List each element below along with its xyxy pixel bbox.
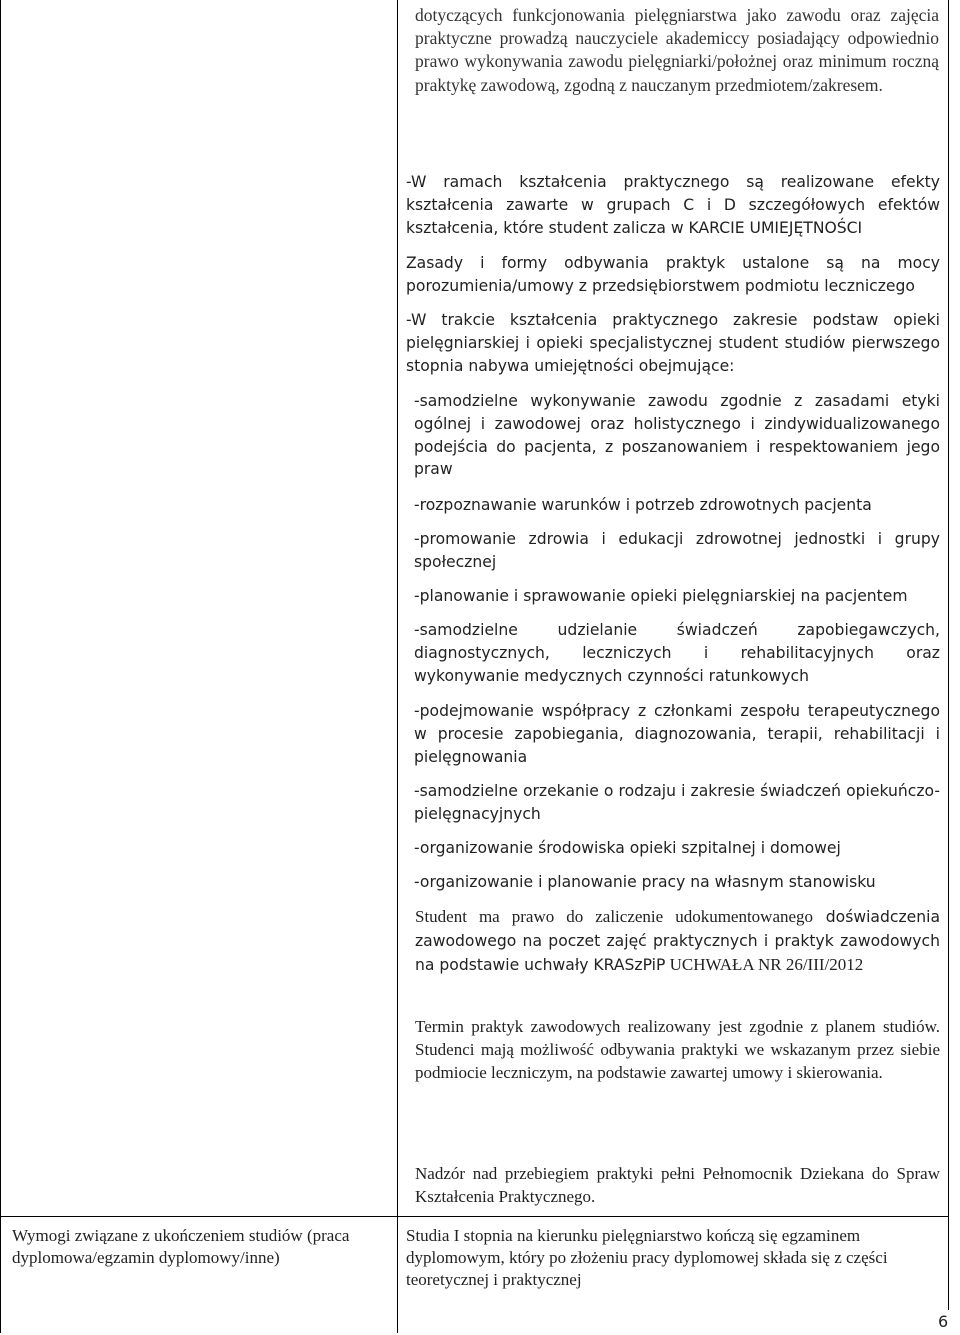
table-right-border (948, 0, 949, 1310)
skill-item: -samodzielne udzielanie świadczeń zapobiegawczych, diagnostycznych, leczniczych i rehabilitacyjnych oraz wykonywanie medycznych czynności ratunkowych (414, 621, 940, 685)
skill-item: -organizowanie i planowanie pracy na własnym stanowisku (414, 873, 876, 891)
requirements-value: Studia I stopnia na kierunku pielęgniarstwo kończą się egzaminem dyplomowym, który po złożeniu pracy dyplomowej składa się z części teoretycznej i praktycznej (406, 1226, 888, 1289)
page-number: 6 (938, 1312, 949, 1331)
table-column-divider (397, 0, 398, 1333)
term-paragraph: Termin praktyk zawodowych realizowany jest zgodnie z planem studiów. Studenci mają możliwość odbywania praktyki we wskazanym przez siebie podmiocie leczniczym, na podstawie zawartej umowy i skierowania. (415, 1017, 940, 1082)
skill-item: -samodzielne wykonywanie zawodu zgodnie z zasadami etyki ogólnej i zawodowej oraz holistycznego i zindywidualizowanego podejścia do pacjenta, z poszanowaniem i respektowaniem jego praw (414, 392, 940, 479)
supervision-paragraph: Nadzór nad przebiegiem praktyki pełni Pełnomocnik Dziekana do Spraw Kształcenia Praktycznego. (415, 1164, 940, 1206)
section-learning-outcomes: -W ramach kształcenia praktycznego są realizowane efekty kształcenia zawarte w grupach C i D szczegółowych efektów kształcenia, które student zalicza w KARCIE UMIEJĘTNOŚCI (406, 173, 940, 237)
skill-item: -podejmowanie współpracy z członkami zespołu terapeutycznego w procesie zapobiegania, diagnozowania, terapii, rehabilitacji i pielęgnowania (414, 702, 940, 766)
table-row-divider (0, 1216, 949, 1217)
table-left-border (0, 0, 1, 1333)
section-skills-intro: -W trakcie kształcenia praktycznego zakresie podstaw opieki pielęgniarskiej i opieki specjalistycznej student studiów pierwszego stopnia nabywa umiejętności obejmujące: (406, 311, 940, 375)
skill-item: -planowanie i sprawowanie opieki pielęgniarskiej na pacjentem (414, 587, 908, 605)
section-internship-rules: Zasady i formy odbywania praktyk ustalone są na mocy porozumienia/umowy z przedsiębiorstwem podmiotu leczniczego (406, 254, 940, 295)
skill-item: -organizowanie środowiska opieki szpitalnej i domowej (414, 839, 841, 857)
credit-paragraph: Student ma prawo do zaliczenie udokumentowanego doświadczenia zawodowego na poczet zajęć praktycznych i praktyk zawodowych na podstawie uchwały KRASzPiP UCHWAŁA NR 26/III/2012 (415, 907, 941, 974)
skill-item: -promowanie zdrowia i edukacji zdrowotnej jednostki i grupy społecznej (414, 530, 940, 571)
skill-item: -rozpoznawanie warunków i potrzeb zdrowotnych pacjenta (414, 496, 872, 514)
intro-paragraph: dotyczących funkcjonowania pielęgniarstwa jako zawodu oraz zajęcia praktyczne prowadzą nauczyciele akademiccy posiadający odpowiednio prawo wykonywania zawodu pielęgniarki/położnej oraz minimum roczną praktykę zawodową, zgodną z nauczanym przedmiotem/zakresem. (415, 5, 939, 95)
skill-item: -samodzielne orzekanie o rodzaju i zakresie świadczeń opiekuńczo-pielęgnacyjnych (414, 782, 940, 823)
requirements-label: Wymogi związane z ukończeniem studiów (praca dyplomowa/egzamin dyplomowy/inne) (12, 1226, 350, 1267)
